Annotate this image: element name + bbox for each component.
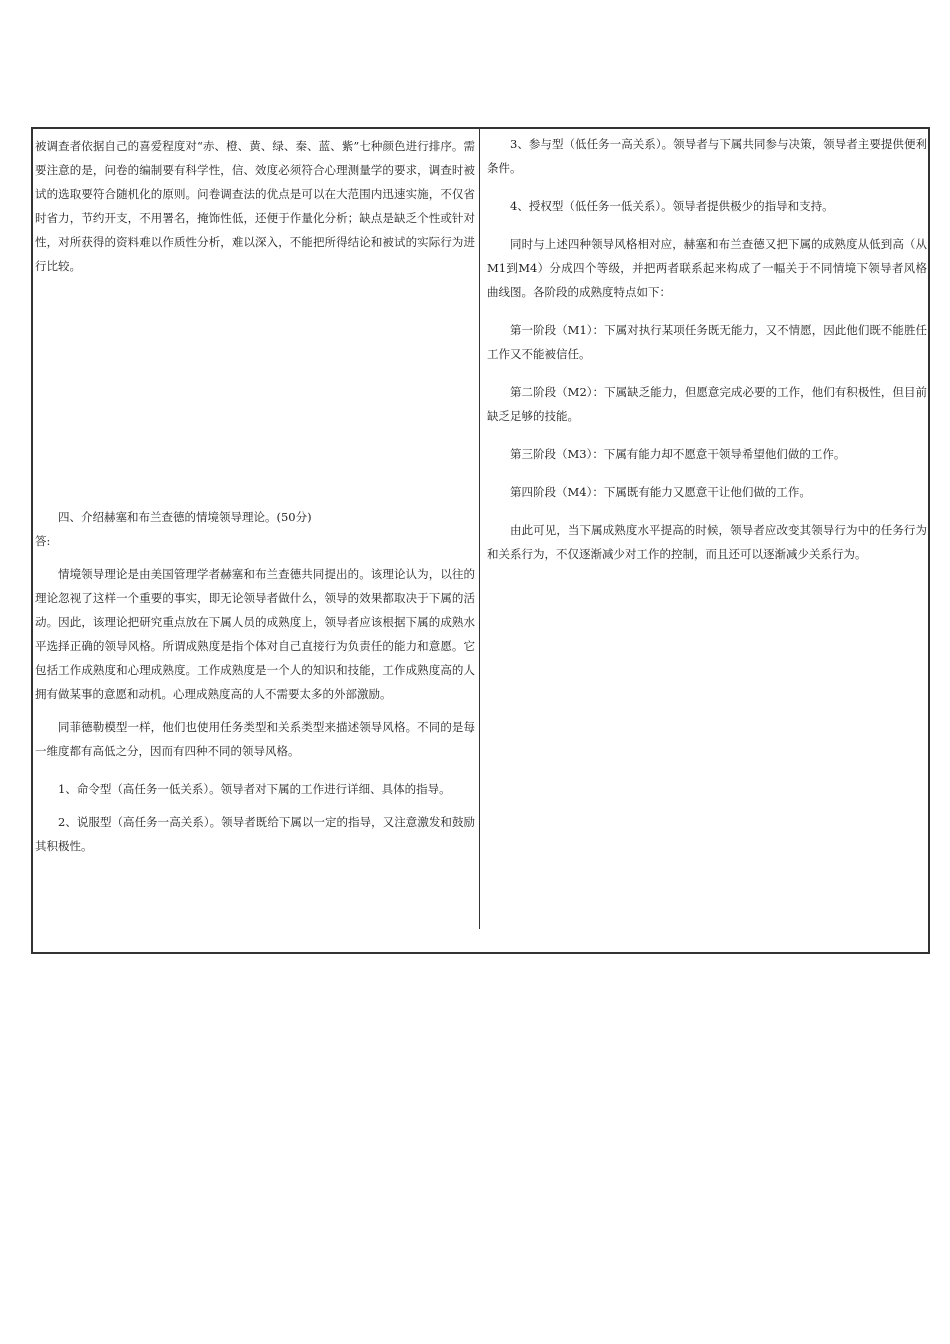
- maturity-stage-4: 第四阶段（M4）：下属既有能力又愿意干让他们做的工作。: [510, 485, 811, 499]
- maturity-stage-3: 第三阶段（M3）：下属有能力却不愿意干领导希望他们做的工作。: [510, 447, 846, 461]
- fiedler-comparison-paragraph: 同菲德勒模型一样，他们也使用任务类型和关系类型来描述领导风格。不同的是每一维度都有高低之分，因而有四种不同的领导风格。: [35, 720, 475, 758]
- style-delegating: 4、授权型（低任务一低关系）。领导者提供极少的指导和支持。: [510, 199, 834, 213]
- style-telling: 1、命令型（高任务一低关系）。领导者对下属的工作进行详细、具体的指导。: [58, 782, 451, 796]
- left-column-bottom: [35, 505, 475, 858]
- maturity-stage-1: 第一阶段（M1）：下属对执行某项任务既无能力，又不情愿，因此他们既不能胜任工作又不能被信任。: [487, 323, 927, 361]
- style-participating: 3、参与型（低任务一高关系）。领导者与下属共同参与决策，领导者主要提供便利条件。: [487, 137, 927, 175]
- theory-paragraph: 情境领导理论是由美国管理学者赫塞和布兰查德共同提出的。该理论认为，以往的理论忽视了这样一个重要的事实，即无论领导者做什么，领导的效果都取决于下属的活动。因此，该理论把研究重点放在下属人员的成熟度上，领导者应该根据下属的成熟水平选择正确的领导风格。所谓成熟度是指个体对自己直接行为负责任的能力和意愿。它包括工作成熟度和心理成熟度。工作成熟度是一个人的知识和技能，工作成熟度高的人拥有做某事的意愿和动机。心理成熟度高的人不需要太多的外部激励。: [35, 567, 475, 701]
- right-column: [487, 132, 927, 566]
- style-selling: 2、说服型（高任务一高关系）。领导者既给下属以一定的指导，又注意激发和鼓励其积极性。: [35, 815, 475, 853]
- maturity-stage-2: 第二阶段（M2）：下属缺乏能力，但愿意完成必要的工作，他们有积极性，但目前缺乏足够的技能。: [487, 385, 927, 423]
- maturity-intro-paragraph: 同时与上述四种领导风格相对应，赫塞和布兰查德又把下属的成熟度从低到高（从M1到M4）分成四个等级，并把两者联系起来构成了一幅关于不同情境下领导者风格曲线图。各阶段的成熟度特点如下：: [487, 237, 927, 299]
- left-column-top: [35, 134, 475, 278]
- column-divider: [479, 127, 480, 929]
- answer-label: 答:: [35, 534, 51, 548]
- conclusion-paragraph: 由此可见，当下属成熟度水平提高的时候，领导者应改变其领导行为中的任务行为和关系行为，不仅逐渐减少对工作的控制，而且还可以逐渐减少关系行为。: [487, 523, 927, 561]
- intro-paragraph: 被调查者依据自己的喜爱程度对“赤、橙、黄、绿、秦、蓝、紫”七种颜色进行排序。需要注意的是，问卷的编制要有科学性，信、效度必须符合心理测量学的要求，调查时被试的选取要符合随机化的原则。问卷调查法的优点是可以在大范围内迅速实施，不仅省时省力，节约开支，不用署名，掩饰性低，还便于作量化分析；缺点是缺乏个性或针对性，对所获得的资料难以作质性分析，难以深入，不能把所得结论和被试的实际行为进行比较。: [35, 139, 475, 273]
- question-heading: 四、介绍赫塞和布兰查德的情境领导理论。(50分): [58, 510, 312, 524]
